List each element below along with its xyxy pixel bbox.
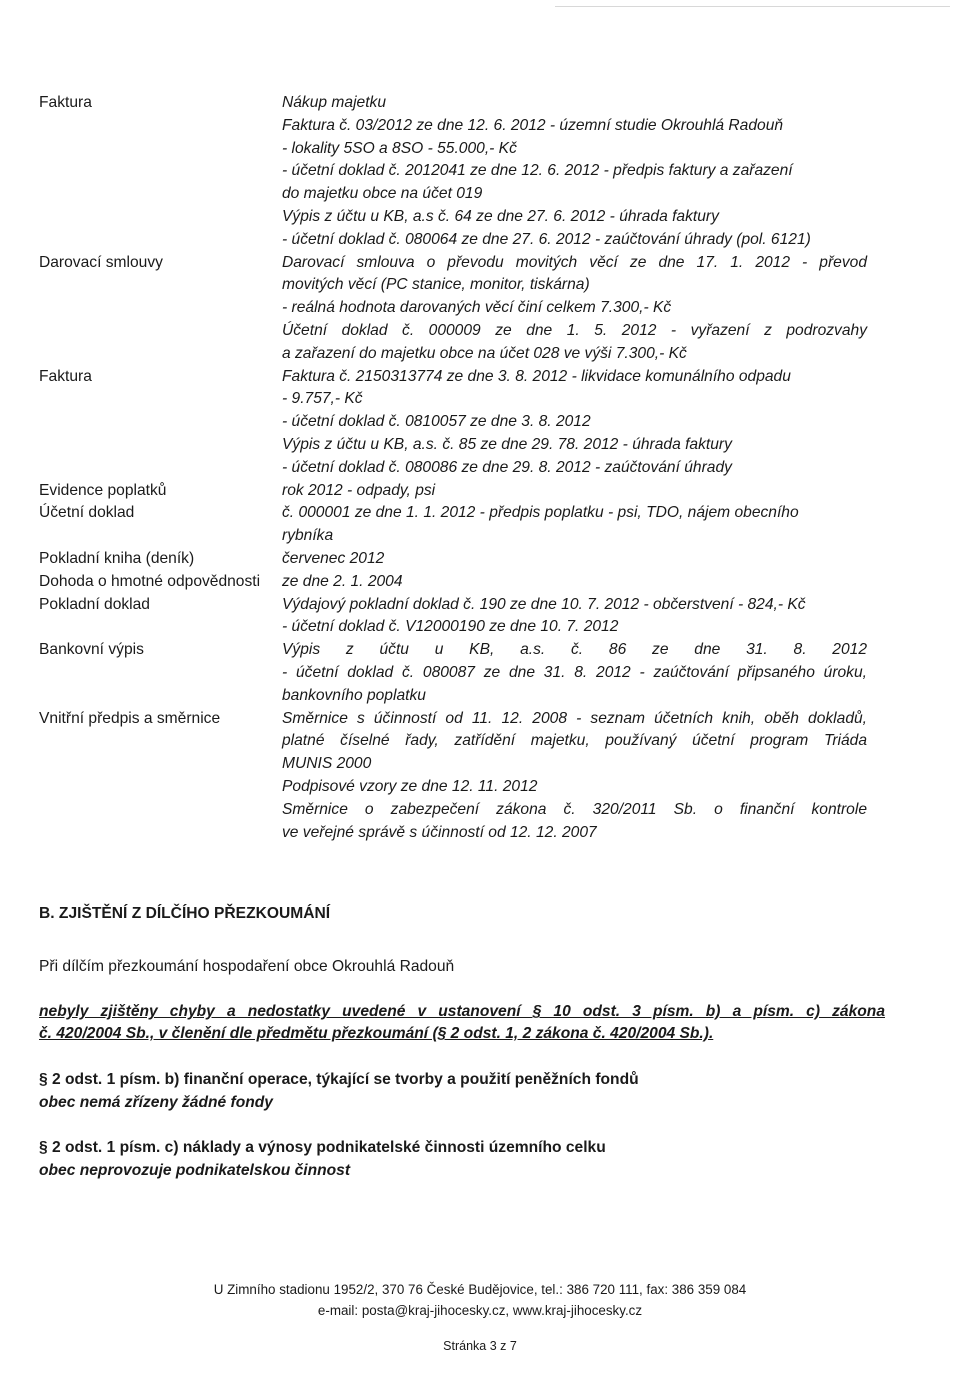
value-line: Darovací smlouva o převodu movitých věcí ze dne 17. 1. 2012 - převod bbox=[282, 253, 867, 271]
row-label: Faktura bbox=[39, 94, 92, 111]
row-label: Pokladní kniha (deník) bbox=[39, 549, 195, 567]
value-line: - účetní doklad č. V12000190 ze dne 10. 7. 2012 bbox=[282, 618, 619, 636]
item-1-text: obec nemá zřízeny žádné fondy bbox=[39, 1094, 273, 1111]
value-line: červenec 2012 bbox=[282, 549, 385, 567]
row-value bbox=[282, 92, 867, 252]
value-line: Výpis z účtu u KB, a.s č. 64 ze dne 27. 6. 2012 - úhrada faktury bbox=[282, 207, 719, 225]
footer-contact: e-mail: posta@kraj-jihocesky.cz, www.kraj-jihocesky.cz bbox=[317, 1303, 643, 1318]
value-line: - účetní doklad č. 080087 ze dne 31. 8. 2012 - zaúčtování připsaného úroku, bbox=[282, 663, 867, 681]
row-value bbox=[282, 252, 867, 366]
value-line: - účetní doklad č. 0810057 ze dne 3. 8. 2012 bbox=[282, 413, 591, 431]
finding-line-2: č. 420/2004 Sb., v členění dle předmětu přezkoumání (§ 2 odst. 1, 2 zákona č. 420/2004 Sb.). bbox=[39, 1025, 714, 1042]
table-row bbox=[39, 480, 869, 503]
row-value bbox=[282, 708, 867, 845]
row-label: Darovací smlouvy bbox=[39, 253, 163, 271]
row-value bbox=[282, 594, 867, 640]
value-line: ze dne 2. 1. 2004 bbox=[282, 572, 403, 590]
row-value bbox=[282, 639, 867, 707]
row-label: Pokladní doklad bbox=[39, 595, 150, 613]
value-line: - 9.757,- Kč bbox=[282, 390, 363, 408]
page-number: Stránka 3 z 7 bbox=[443, 1339, 517, 1353]
table-row bbox=[39, 571, 869, 594]
value-line: - účetní doklad č. 2012041 ze dne 12. 6. 2012 - předpis faktury a zařazení bbox=[282, 162, 793, 180]
value-line: Výpis z účtu u KB, a.s. č. 86 ze dne 31. 8. 2012 bbox=[282, 641, 867, 659]
row-label: Bankovní výpis bbox=[39, 641, 144, 659]
item-2 bbox=[39, 1136, 889, 1182]
value-line: a zařazení do majetku obce na účet 028 ve výši 7.300,- Kč bbox=[282, 344, 687, 362]
value-line: - účetní doklad č. 080064 ze dne 27. 6. 2012 - zaúčtování úhrady (pol. 6121) bbox=[282, 230, 811, 248]
row-label: Účetní doklad bbox=[39, 504, 135, 522]
item-1 bbox=[39, 1068, 889, 1114]
item-1-title: § 2 odst. 1 písm. b) finanční operace, týkající se tvorby a použití peněžních fondů bbox=[39, 1071, 639, 1088]
section-intro bbox=[39, 956, 889, 978]
section-b bbox=[39, 905, 889, 923]
row-value bbox=[282, 548, 867, 571]
value-line: Faktura č. 03/2012 ze dne 12. 6. 2012 - územní studie Okrouhlá Radouň bbox=[282, 116, 784, 134]
finding-statement bbox=[39, 1001, 885, 1045]
table-row bbox=[39, 594, 869, 640]
value-line: - lokality 5SO a 8SO - 55.000,- Kč bbox=[282, 139, 517, 157]
finding-line-1: nebyly zjištěny chyby a nedostatky uvedené v ustanovení § 10 odst. 3 písm. b) a písm. c) zákona bbox=[39, 1003, 885, 1020]
value-line: Nákup majetku bbox=[282, 94, 387, 111]
table-row bbox=[39, 92, 869, 252]
table-row bbox=[39, 366, 869, 480]
value-line: č. 000001 ze dne 1. 1. 2012 - předpis poplatku - psi, TDO, nájem obecního bbox=[282, 504, 799, 522]
value-line: Směrnice s účinností od 11. 12. 2008 - seznam účetních knih, oběh dokladů, bbox=[282, 709, 867, 727]
value-line: movitých věcí (PC stanice, monitor, tiskárna) bbox=[282, 276, 590, 294]
table-row bbox=[39, 548, 869, 571]
document-table bbox=[39, 92, 869, 844]
row-label: Evidence poplatků bbox=[39, 481, 167, 499]
table-row bbox=[39, 502, 869, 548]
value-line: MUNIS 2000 bbox=[282, 755, 372, 773]
row-value bbox=[282, 571, 867, 594]
table-row bbox=[39, 252, 869, 366]
item-2-title: § 2 odst. 1 písm. c) náklady a výnosy podnikatelské činnosti územního celku bbox=[39, 1139, 606, 1156]
row-value bbox=[282, 366, 867, 480]
value-line: platné číselné řady, zatřídění majetku, používaný účetní program Triáda bbox=[282, 732, 867, 750]
row-value bbox=[282, 502, 867, 548]
section-heading: B. ZJIŠTĚNÍ Z DÍLČÍHO PŘEZKOUMÁNÍ bbox=[39, 905, 331, 922]
footer-address: U Zimního stadionu 1952/2, 370 76 České Budějovice, tel.: 386 720 111, fax: 386 359 084 bbox=[213, 1282, 747, 1297]
value-line: Účetní doklad č. 000009 ze dne 1. 5. 2012 - vyřazení z podrozvahy bbox=[282, 321, 867, 339]
row-label: Faktura bbox=[39, 367, 92, 385]
value-line: bankovního poplatku bbox=[282, 686, 426, 704]
value-line: rok 2012 - odpady, psi bbox=[282, 481, 436, 499]
value-line: Směrnice o zabezpečení zákona č. 320/2011 Sb. o finanční kontrole bbox=[282, 800, 867, 818]
value-line: Podpisové vzory ze dne 12. 11. 2012 bbox=[282, 777, 538, 795]
value-line: Výpis z účtu u KB, a.s. č. 85 ze dne 29. 78. 2012 - úhrada faktury bbox=[282, 435, 732, 453]
value-line: ve veřejné správě s účinností od 12. 12. 2007 bbox=[282, 823, 597, 841]
value-line: do majetku obce na účet 019 bbox=[282, 185, 483, 203]
value-line: - účetní doklad č. 080086 ze dne 29. 8. 2012 - zaúčtování úhrady bbox=[282, 458, 732, 476]
row-value bbox=[282, 480, 867, 503]
item-2-text: obec neprovozuje podnikatelskou činnost bbox=[39, 1162, 351, 1179]
value-line: Výdajový pokladní doklad č. 190 ze dne 10. 7. 2012 - občerstvení - 824,- Kč bbox=[282, 595, 806, 613]
table-row bbox=[39, 639, 869, 707]
row-label: Vnitřní předpis a směrnice bbox=[39, 709, 221, 727]
value-line: rybníka bbox=[282, 527, 334, 545]
value-line: - reálná hodnota darovaných věcí činí celkem 7.300,- Kč bbox=[282, 299, 672, 317]
row-label: Dohoda o hmotné odpovědnosti bbox=[39, 572, 261, 590]
value-line: Faktura č. 2150313774 ze dne 3. 8. 2012 - likvidace komunálního odpadu bbox=[282, 367, 791, 385]
intro-text: Při dílčím přezkoumání hospodaření obce Okrouhlá Radouň bbox=[39, 958, 455, 975]
top-rule bbox=[555, 6, 950, 7]
footer bbox=[0, 1279, 960, 1321]
table-row bbox=[39, 708, 869, 845]
